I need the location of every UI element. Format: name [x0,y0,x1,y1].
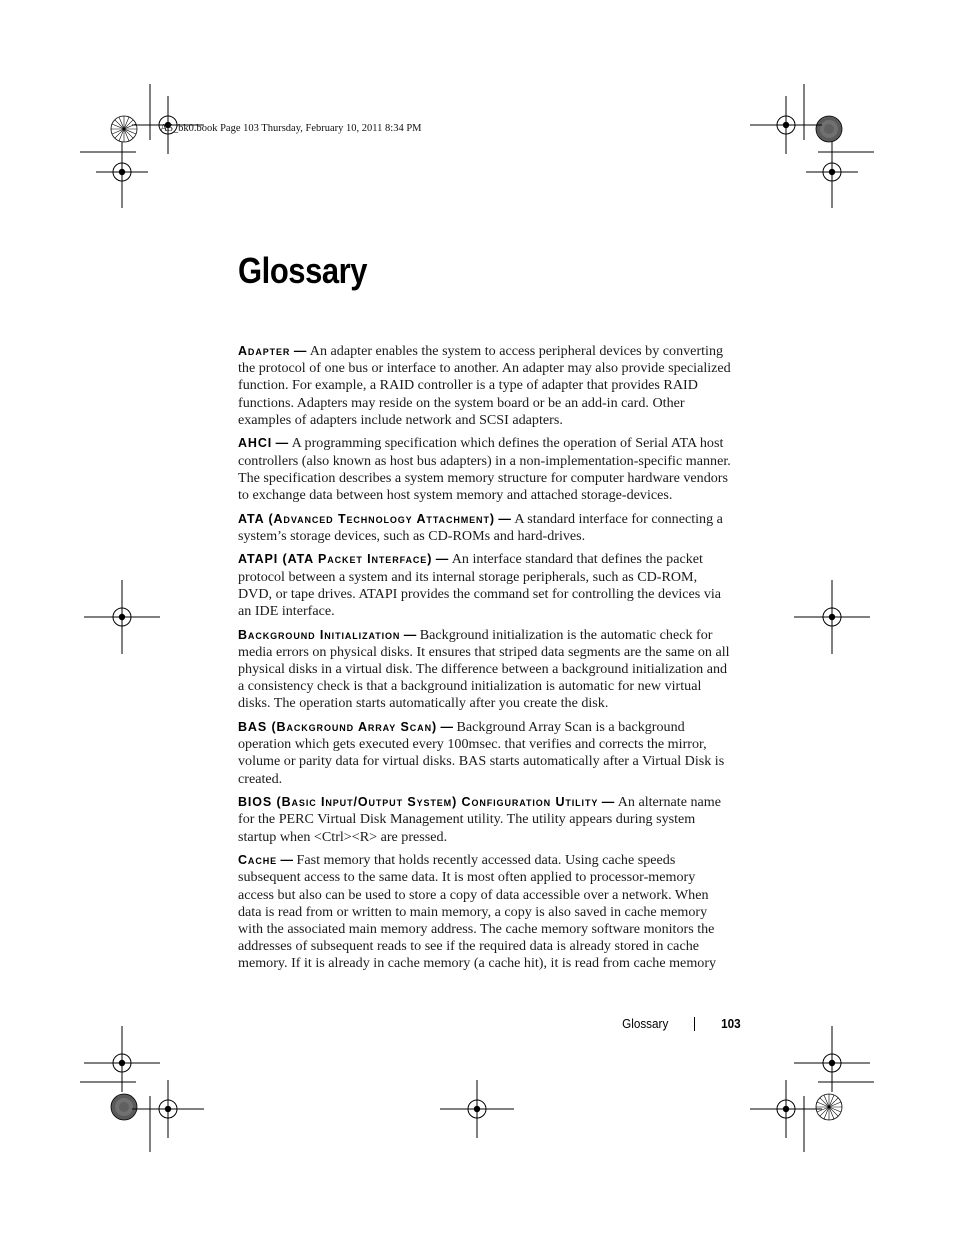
glossary-term: ATA (Advanced Technology Attachment) [238,511,495,526]
glossary-entry-cache [238,852,734,972]
glossary-entry-adapter [238,343,734,429]
star-target-bottom-right [816,1094,842,1120]
glossary-entry-bas [238,719,734,788]
glossary-definition: A standard interface for connecting a system’s storage devices, such as CD-ROMs and hard-drives. [238,510,723,544]
glossary-term: ATAPI (ATA Packet Interface) [238,552,433,567]
term-dash: — [277,853,297,868]
dark-target-top-right [816,116,842,142]
footer-divider [694,1017,695,1031]
glossary-entries [238,343,734,979]
term-dash: — [437,720,457,735]
term-dash: — [290,344,310,358]
star-target-top-left [111,116,137,142]
page-footer [560,1016,741,1031]
glossary-term: Cache [238,853,278,868]
glossary-entry-ata [238,511,734,545]
glossary-definition: Background initialization is the automatic check for media errors on physical disks. It ensures that striped data segments are the same on all physical disks in a virtual disk. The difference between a background initialization and a consistency check is that a background initialization is automatic for new virtual disks. The operation starts automatically after you create the disk. [238,626,730,712]
glossary-term: BAS (Background Array Scan) [238,720,438,735]
page-title: Glossary [238,250,368,291]
glossary-definition: Background Array Scan is a background operation which gets executed every 100msec. that verifies and corrects the mirror, volume or parity data for virtual disks. BAS starts automatically after a Virtual Disk is created. [238,719,725,787]
term-dash: — [494,511,515,526]
glossary-entry-ahci [238,435,734,504]
glossary-entry-atapi [238,551,734,620]
glossary-term: BIOS (Basic Input/Output System) Configuration Utility [238,795,599,810]
header-slug: A5_bk0.book Page 103 Thursday, February 10, 2011 8:34 PM [160,123,422,134]
glossary-definition: A programming specification which defines the operation of Serial ATA host controllers (also known as host bus adapters) in a non-implementation-specific manner. The specification describes a system memory structure for computer hardware vendors to exchange data between host system memory and attached storage-devices. [238,435,731,504]
term-dash: — [432,552,452,567]
page-number: 103 [721,1016,741,1031]
glossary-definition: An interface standard that defines the packet protocol between a system and its internal storage peripherals, such as CD-ROM, DVD, or tape drives. ATAPI provides the command set for controlling the devices via an IDE interface. [238,551,722,620]
glossary-term: AHCI [238,436,273,451]
dark-target-bottom-left [111,1094,137,1120]
footer-section-label: Glossary [622,1016,669,1031]
glossary-definition: An adapter enables the system to access peripheral devices by converting the protocol of one bus or interface to another. An adapter may also provide specialized function. For example, a RAID controller is a type of adapter that provides RAID functions. Adapters may reside on the system board or be an add-in card. Other examples of adapters include network and SCSI adapters. [238,343,731,428]
glossary-definition: Fast memory that holds recently accessed data. Using cache speeds subsequent access to the same data. It is most often applied to processor-memory access but also can be used to store a copy of data accessible over a network. When data is read from or written to main memory, a copy is also saved in cache memory with the associated main memory address. The cache memory software monitors the addresses of subsequent reads to see if the required data is already stored in cache memory. If it is already in cache memory (a cache hit), it is read from cache memory [238,852,717,972]
glossary-entry-background-initialization [238,627,734,713]
term-dash: — [400,627,420,642]
glossary-term: Adapter [238,344,291,358]
term-dash: — [272,436,292,451]
term-dash: — [598,795,618,810]
glossary-term: Background Initialization [238,627,401,642]
glossary-definition: An alternate name for the PERC Virtual Disk Management utility. The utility appears during system startup when <Ctrl><R> are pressed. [238,794,722,845]
glossary-entry-bios [238,794,734,846]
